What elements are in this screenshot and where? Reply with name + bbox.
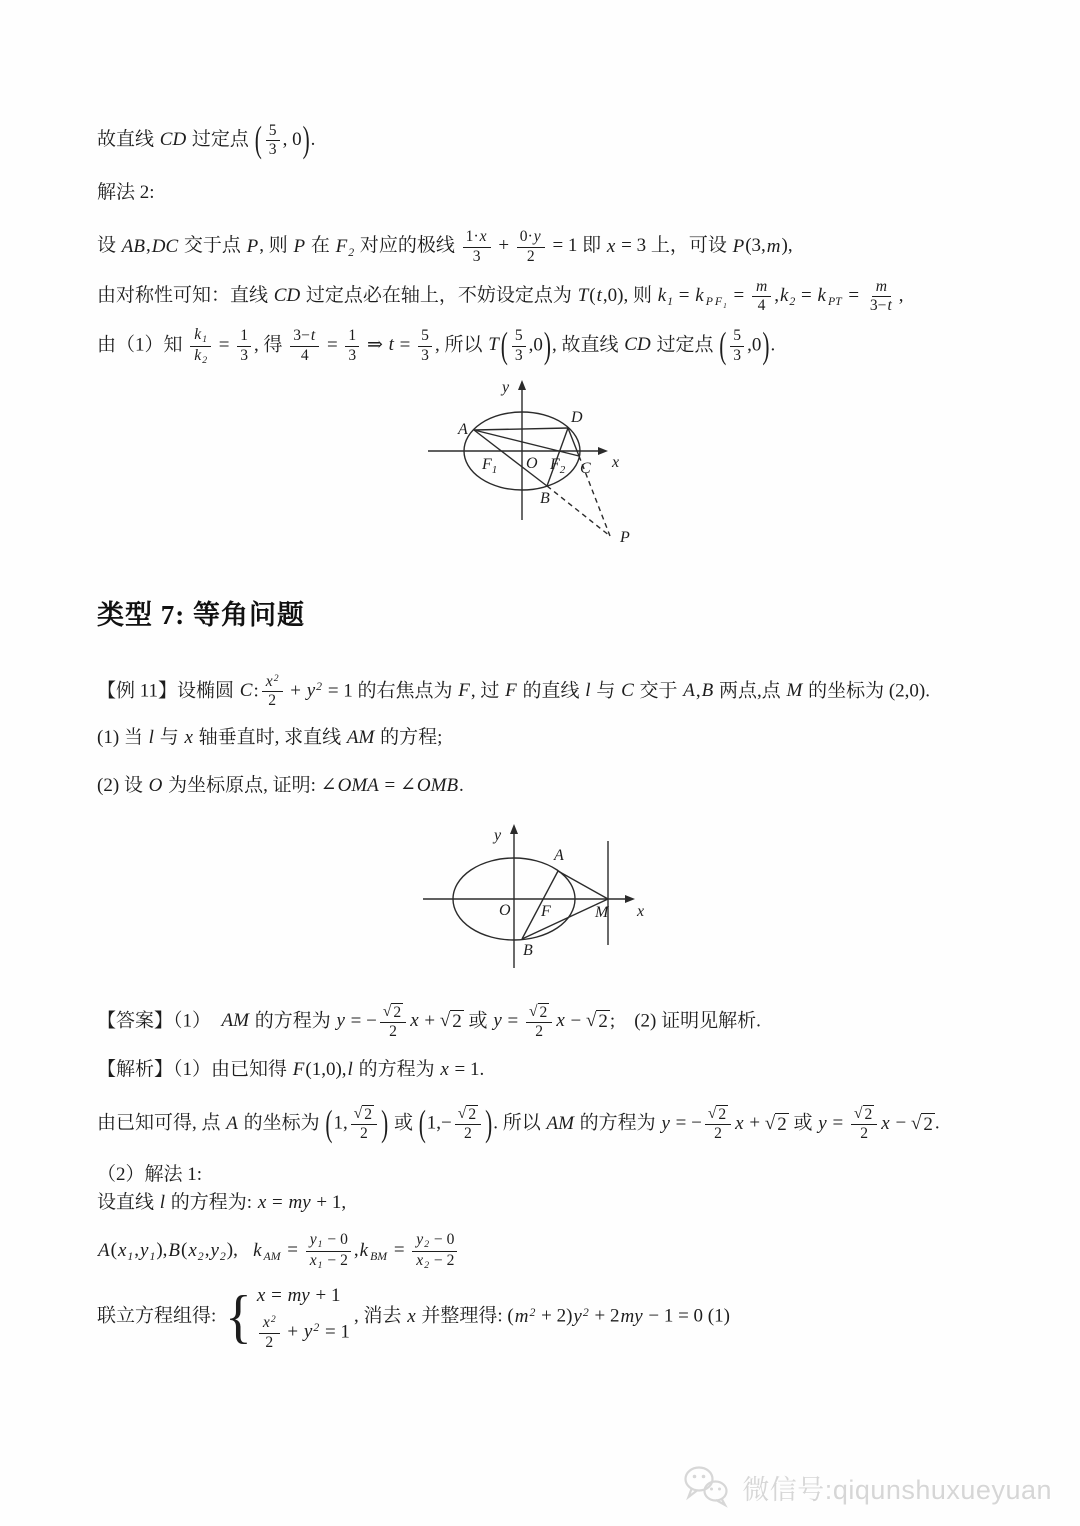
math-token: l xyxy=(148,726,154,748)
math-token: t xyxy=(596,285,602,307)
fig1-chord-ad xyxy=(474,428,568,430)
sqrt xyxy=(354,1105,374,1124)
subscript: 1 xyxy=(202,334,208,346)
fraction-denominator: 3 xyxy=(733,346,742,364)
fraction-denominator: 2 xyxy=(464,1125,472,1143)
sqrt xyxy=(765,1113,789,1136)
math-token: x xyxy=(440,1058,449,1080)
fraction-denominator: 3 xyxy=(472,247,481,265)
math-token: $x_2$ xyxy=(416,1251,430,1272)
math-token: C xyxy=(621,680,634,702)
equation-row: x = my + 1 xyxy=(256,1285,341,1307)
big-paren: ) xyxy=(302,118,310,161)
math-token: BM xyxy=(370,1249,388,1263)
para-line-l-equation: 设直线 l 的方程为: x = my + 1, xyxy=(97,1192,347,1214)
fraction-numerator xyxy=(262,673,283,693)
fig2-label-f: F xyxy=(540,903,551,921)
fig1-label-a: A xyxy=(457,421,468,439)
radicand: 2 xyxy=(393,1003,402,1021)
fraction-denominator: 2 xyxy=(265,1333,274,1351)
section-heading-type7: 类型 7: 等角问题 xyxy=(97,599,305,630)
radical-sign: √ xyxy=(585,1010,597,1032)
math-token: $y^2$ xyxy=(306,679,323,702)
fig2-segment-am xyxy=(558,871,608,899)
math-token: y xyxy=(661,1112,670,1134)
fraction xyxy=(345,327,359,365)
fig1-label-b: B xyxy=(539,490,550,508)
fraction-numerator: 1 xyxy=(237,327,251,346)
math-token: DC xyxy=(151,235,179,257)
sqrt xyxy=(586,1010,610,1033)
fraction-numerator xyxy=(872,278,891,297)
para-conclusion-fixed-point: 故直线 CD 过定点 ( $\frac{5}{3}$ , 0). xyxy=(97,122,1000,160)
fraction-denominator: 2 xyxy=(526,247,535,265)
subscript: 1 xyxy=(127,1249,134,1263)
math-token: $F_2$ xyxy=(335,235,355,259)
radicand: 2 xyxy=(364,1106,373,1124)
math-token: $y^2$ xyxy=(303,1321,320,1343)
math-token: l xyxy=(585,680,591,702)
math-token: OMB xyxy=(416,775,459,797)
radicand: 2 xyxy=(864,1106,873,1124)
watermark xyxy=(682,1464,1052,1510)
fraction xyxy=(455,1105,481,1143)
math-token: T xyxy=(488,334,499,356)
radical-sign: √ xyxy=(528,1002,538,1020)
subscript: 2 xyxy=(202,354,208,366)
para-polar-line-setup: 设 AB,DC 交于点 P, 则 P 在 $F_2$ 对应的极线 $\frac{1\cdot x}{3}$ + $\frac{0\cdot y}{2}$ = 1 即 x = 3 上，可设 P(3,m), xyxy=(97,228,793,265)
math-token: T xyxy=(577,285,589,307)
fig2-y-arrow xyxy=(510,824,518,834)
fraction-numerator xyxy=(705,1105,731,1125)
fraction xyxy=(851,1105,877,1143)
math-token: m xyxy=(766,235,781,257)
subscript: 1 xyxy=(149,1249,156,1263)
fraction-numerator xyxy=(851,1105,877,1125)
fraction xyxy=(262,673,283,711)
fraction-denominator: 3 xyxy=(348,346,357,364)
ellipse-angles-svg xyxy=(421,818,677,976)
math-token: k $_{P F_1}$ xyxy=(695,285,727,310)
radicand: 2 xyxy=(923,1113,933,1135)
radicand: 2 xyxy=(718,1106,727,1124)
radical-sign: √ xyxy=(382,1002,392,1020)
math-token: AB xyxy=(121,235,145,257)
fraction-numerator: 1 xyxy=(345,327,359,346)
math-token: k $_{PT}$ xyxy=(817,285,842,309)
math-token: C xyxy=(239,680,253,702)
math-token: AM xyxy=(221,1010,249,1032)
math-token: x xyxy=(256,1285,266,1307)
fig1-label-y-axis: y xyxy=(501,379,509,397)
fig1-label-f1: $F_1$ xyxy=(481,456,497,477)
fraction-denominator: 3 xyxy=(268,141,277,159)
math-token: OMA xyxy=(337,775,379,797)
math-token: $y^2$ xyxy=(573,1305,589,1328)
math-token: P xyxy=(732,235,745,257)
math-token: y xyxy=(336,1010,345,1032)
math-token: $y_1$ xyxy=(309,1230,323,1251)
radical-sign: √ xyxy=(764,1112,776,1134)
math-token: x xyxy=(735,1112,744,1134)
fig2-label-o: O xyxy=(498,902,511,920)
fig1-label-o: O xyxy=(525,455,538,473)
math-token: t xyxy=(310,327,316,345)
math-token: k $_{BM}$ xyxy=(359,1239,388,1263)
subscript: 1 xyxy=(317,1260,323,1272)
math-token: A xyxy=(226,1112,238,1134)
big-paren: ( xyxy=(500,323,508,366)
math-token: AM xyxy=(346,726,375,748)
math-token: my xyxy=(620,1306,643,1328)
fraction-numerator xyxy=(351,1105,377,1125)
fig2-label-m: M xyxy=(594,904,608,922)
radicand: 2 xyxy=(468,1106,477,1124)
sqrt xyxy=(458,1105,478,1124)
math-token: x xyxy=(410,1010,419,1032)
para-coords-of-a: 由已知可得, 点 A 的坐标为 (1, √ 2 2 ) 或 (1,− √ 2 2 ). 所以 AM 的方程为 y = − √ 2 2 x + √ 2 或 y = √ 2 2 x − √ 2 . xyxy=(97,1105,1000,1143)
ellipse-chords-svg xyxy=(414,374,684,562)
fraction-numerator xyxy=(526,1003,552,1023)
figure-ellipse-equal-angles xyxy=(421,818,677,985)
figure-ellipse-chords xyxy=(414,374,684,571)
fraction-numerator: 5 xyxy=(730,327,744,346)
math-token: my xyxy=(287,1285,310,1307)
math-token: k $_{AM}$ xyxy=(253,1239,281,1263)
radical-sign: √ xyxy=(353,1105,363,1123)
fig1-label-x-axis: x xyxy=(611,454,619,472)
math-token: x xyxy=(407,1306,416,1328)
math-token: A xyxy=(683,680,695,702)
math-token: $k_1$ xyxy=(194,325,208,346)
math-token: l xyxy=(347,1058,353,1080)
fraction xyxy=(867,278,896,316)
fraction xyxy=(752,278,771,316)
radical-sign: √ xyxy=(439,1010,451,1032)
fraction-numerator xyxy=(259,1314,280,1334)
math-token: x xyxy=(257,1192,267,1214)
equation-system xyxy=(225,1283,350,1352)
sqrt xyxy=(440,1010,464,1033)
subscript: 1 xyxy=(723,300,727,310)
subscript: 2 xyxy=(424,1260,430,1272)
big-paren: ) xyxy=(485,1102,493,1145)
math-token: $x_1$ xyxy=(309,1251,323,1272)
fraction-numerator: 5 xyxy=(512,327,526,346)
fig1-label-d: D xyxy=(570,409,583,427)
math-token: M xyxy=(786,680,803,702)
fraction-denominator: 2 xyxy=(860,1125,869,1143)
fraction xyxy=(290,327,319,365)
para-method2-label: 解法 2: xyxy=(97,181,155,203)
watermark-text: 微信号:qiqunshuxueyuan xyxy=(742,1474,1052,1505)
math-token: P xyxy=(246,235,259,257)
subscript: 2 xyxy=(424,1239,430,1251)
math-token: PT xyxy=(827,295,842,309)
fig2-label-b: B xyxy=(522,942,533,960)
fraction xyxy=(418,327,432,365)
para-symmetry-argument: 由对称性可知：直线 CD 过定点必在轴上，不妨设定点为 T(t,0), 则 $k_1 = k$ $_{P F_1}$ = $\frac{m}{4}$ $,k_2 = k$ $_{PT}$ = $\frac{m}{3-t}$ , xyxy=(97,278,904,315)
fraction-denominator: 2 xyxy=(535,1022,544,1040)
fig2-label-x-axis: x xyxy=(636,903,644,921)
equation-row: $\frac{x^2}{2}$ + $y^2 = 1$ xyxy=(256,1314,350,1352)
math-token: F xyxy=(292,1058,305,1080)
fig2-x-arrow xyxy=(625,895,635,903)
fraction-denominator: 2 xyxy=(714,1125,722,1143)
math-token: F xyxy=(458,680,470,702)
subscript: 1 xyxy=(667,295,674,309)
fraction-numerator: 5 xyxy=(266,122,280,141)
sqrt xyxy=(911,1113,935,1136)
para-question-1: (1) 当 l 与 x 轴垂直时, 求直线 AM 的方程; xyxy=(97,726,443,748)
fraction xyxy=(463,228,491,266)
fraction-denominator: 4 xyxy=(757,297,766,315)
fraction xyxy=(259,1314,280,1352)
math-token: $x_1$ xyxy=(117,1239,134,1263)
fraction-denominator: $x_2 - 2$ xyxy=(416,1251,455,1272)
big-paren: ( xyxy=(719,323,727,366)
math-token: x xyxy=(184,726,193,748)
math-token: $k_1$ xyxy=(657,285,674,309)
para-answer: 【答案】（1） AM 的方程为 y = − √ 2 2 x + √ 2 或 y = √ 2 2 x − √ 2 ; (2) 证明见解析. xyxy=(97,1002,761,1040)
math-token: m xyxy=(875,278,887,296)
math-token: O xyxy=(148,775,163,797)
math-token: y xyxy=(818,1112,827,1134)
equation-rows xyxy=(256,1283,350,1352)
math-token: $y_2$ xyxy=(210,1239,226,1263)
math-token: $k_2$ xyxy=(194,346,208,366)
fraction xyxy=(512,327,526,365)
math-token: A xyxy=(98,1239,110,1261)
math-token: P xyxy=(705,295,713,309)
subscript: 2 xyxy=(348,245,355,259)
math-token: B xyxy=(168,1239,181,1261)
fig1-label-p: P xyxy=(619,529,630,547)
subscript: 1 xyxy=(317,1239,323,1251)
fraction-numerator: 1·x xyxy=(463,228,491,247)
math-token: $m^2$ xyxy=(514,1305,536,1328)
fraction-numerator: $y_1 - 0$ xyxy=(306,1231,351,1252)
math-token: x xyxy=(479,228,487,246)
fraction-denominator: 4 xyxy=(300,346,309,364)
fraction xyxy=(705,1105,731,1143)
fig2-chord-ab xyxy=(522,871,558,939)
math-token: y xyxy=(493,1010,502,1032)
math-token: x xyxy=(606,235,616,257)
radicand: 2 xyxy=(452,1011,462,1033)
fig1-x-arrow xyxy=(598,447,608,455)
para-example11: 【例 11】设椭圆 C: $\frac{x^2}{2}$ + $y^2 = 1$ 的右焦点为 F, 过 F 的直线 l 与 C 交于 A,B 两点,点 M 的坐标为 (2,0). xyxy=(97,672,930,710)
fraction-denominator: 2 xyxy=(268,692,277,710)
math-token: AM xyxy=(263,1249,281,1263)
fraction-numerator xyxy=(752,278,771,297)
superscript: 2 xyxy=(273,672,279,684)
big-paren: ) xyxy=(543,323,552,366)
wechat-icon xyxy=(682,1464,732,1510)
fig1-y-arrow xyxy=(518,380,526,390)
math-token: $F_1$ xyxy=(714,295,727,310)
fraction-numerator: 3−t xyxy=(290,327,319,346)
fraction xyxy=(517,228,545,266)
superscript: 2 xyxy=(313,1321,320,1334)
para-solve-t: 由（1）知 $\frac{k_1}{k_2}$ = $\frac{1}{3}$ , 得 $\frac{3-t}{4}$ = $\frac{1}{3}$ ⇒ t = $\frac{5}{3}$ , 所以 T( $\frac{5}{3}$ ,0), 故直线 CD 过定点 ( $\frac{5}{3}$ ,0). xyxy=(97,326,1000,367)
fig2-label-a: A xyxy=(553,847,564,865)
fraction-denominator: 3 xyxy=(240,346,249,364)
fraction xyxy=(306,1231,351,1272)
fraction-denominator: 2 xyxy=(389,1022,397,1040)
fraction-numerator xyxy=(455,1105,481,1125)
radical-sign: √ xyxy=(910,1112,922,1134)
fraction-numerator xyxy=(380,1003,406,1023)
big-paren: ( xyxy=(418,1102,426,1145)
subscript xyxy=(262,1250,282,1263)
document-body xyxy=(97,118,1000,1352)
fraction xyxy=(237,327,251,365)
sqrt xyxy=(708,1105,728,1124)
radicand: 2 xyxy=(539,1003,548,1021)
math-token: $x^2$ xyxy=(262,1314,276,1332)
fraction xyxy=(266,122,280,160)
subscript xyxy=(368,1250,388,1263)
fraction-denominator: 2 xyxy=(360,1125,368,1143)
subscript xyxy=(826,295,843,308)
math-token: AM xyxy=(546,1112,574,1134)
radical-sign: √ xyxy=(457,1105,467,1123)
math-token: CD xyxy=(624,334,651,356)
superscript: 2 xyxy=(582,1305,589,1319)
fraction xyxy=(351,1105,377,1143)
math-token: y xyxy=(533,228,541,246)
system-brace: { xyxy=(225,1284,252,1350)
math-token: $x_2$ xyxy=(188,1239,204,1263)
math-token: $x^2$ xyxy=(265,672,279,691)
big-paren: ( xyxy=(325,1102,333,1145)
para-question-2: (2) 设 O 为坐标原点, 证明: ∠OMA = ∠OMB. xyxy=(97,775,464,797)
superscript: 2 xyxy=(270,1314,276,1326)
sqrt xyxy=(529,1003,549,1022)
math-token: x xyxy=(556,1010,565,1032)
math-token: CD xyxy=(273,285,301,307)
subscript: 2 xyxy=(197,1249,204,1263)
radical-sign: √ xyxy=(853,1105,863,1123)
big-paren: ( xyxy=(254,118,262,161)
math-token: l xyxy=(159,1192,166,1214)
math-token: $y_2$ xyxy=(416,1230,430,1251)
math-token: F xyxy=(505,680,517,702)
fig1-extension-bp xyxy=(547,486,610,536)
fig1-label-c: C xyxy=(579,460,591,478)
sqrt xyxy=(854,1105,874,1124)
para-part2-method1-label: （2）解法 1: xyxy=(97,1163,203,1185)
subscript: 2 xyxy=(219,1249,226,1263)
para-analysis-part1: 【解析】（1）由已知得 F(1,0),l 的方程为 x = 1. xyxy=(97,1058,485,1080)
fig2-label-y-axis: y xyxy=(493,827,501,845)
math-token: m xyxy=(755,278,768,296)
fraction-numerator: 5 xyxy=(418,327,432,346)
radical-sign: √ xyxy=(707,1105,717,1123)
math-token: t xyxy=(388,334,394,356)
fraction xyxy=(526,1003,552,1041)
fraction xyxy=(380,1003,406,1041)
big-paren: ) xyxy=(381,1102,389,1145)
fraction-denominator: 3−t xyxy=(869,297,892,315)
para-system-elimination: 联立方程组得: { x = my + 1 $\frac{x^2}{2}$ + $y^2 = 1$ , 消去 x 并整理得: $(m^2 + 2)y^2 + 2my - 1 = 0$ (1) xyxy=(97,1284,730,1351)
fraction-numerator: 0·y xyxy=(517,228,545,247)
fraction-numerator xyxy=(190,326,211,347)
sqrt xyxy=(383,1003,403,1022)
math-token: t xyxy=(887,297,892,315)
para-slopes-definition: $A(x_1,y_1),B(x_2,y_2)$, k $_{AM}$ = $\frac{y_1 - 0}{x_1 - 2}$ ,k $_{BM}$ = $\frac{y_2 - 0}{x_2 - 2}$ xyxy=(97,1231,1000,1272)
radicand: 2 xyxy=(777,1113,787,1135)
math-token: P xyxy=(293,235,306,257)
superscript: 2 xyxy=(529,1305,536,1319)
math-token: $k_2$ xyxy=(779,285,796,309)
fraction-denominator: $x_1 - 2$ xyxy=(309,1251,348,1272)
superscript: 2 xyxy=(316,679,323,693)
big-paren: ) xyxy=(762,323,770,366)
math-token: B xyxy=(701,680,714,702)
fraction xyxy=(412,1231,457,1272)
subscript xyxy=(704,295,728,308)
math-token: my xyxy=(288,1192,311,1214)
math-token: CD xyxy=(159,129,187,151)
fraction-numerator: $y_2 - 0$ xyxy=(412,1231,457,1252)
fraction-denominator xyxy=(190,347,211,367)
fraction-denominator: 3 xyxy=(421,346,429,364)
fraction-denominator: 3 xyxy=(514,346,523,364)
radicand: 2 xyxy=(598,1011,608,1033)
fraction xyxy=(730,327,744,365)
math-token: $y_1$ xyxy=(140,1239,156,1263)
subscript: 2 xyxy=(789,295,796,309)
fraction xyxy=(190,326,211,367)
fig1-label-f2: $F_2$ xyxy=(549,456,565,477)
math-token: x xyxy=(881,1112,890,1134)
